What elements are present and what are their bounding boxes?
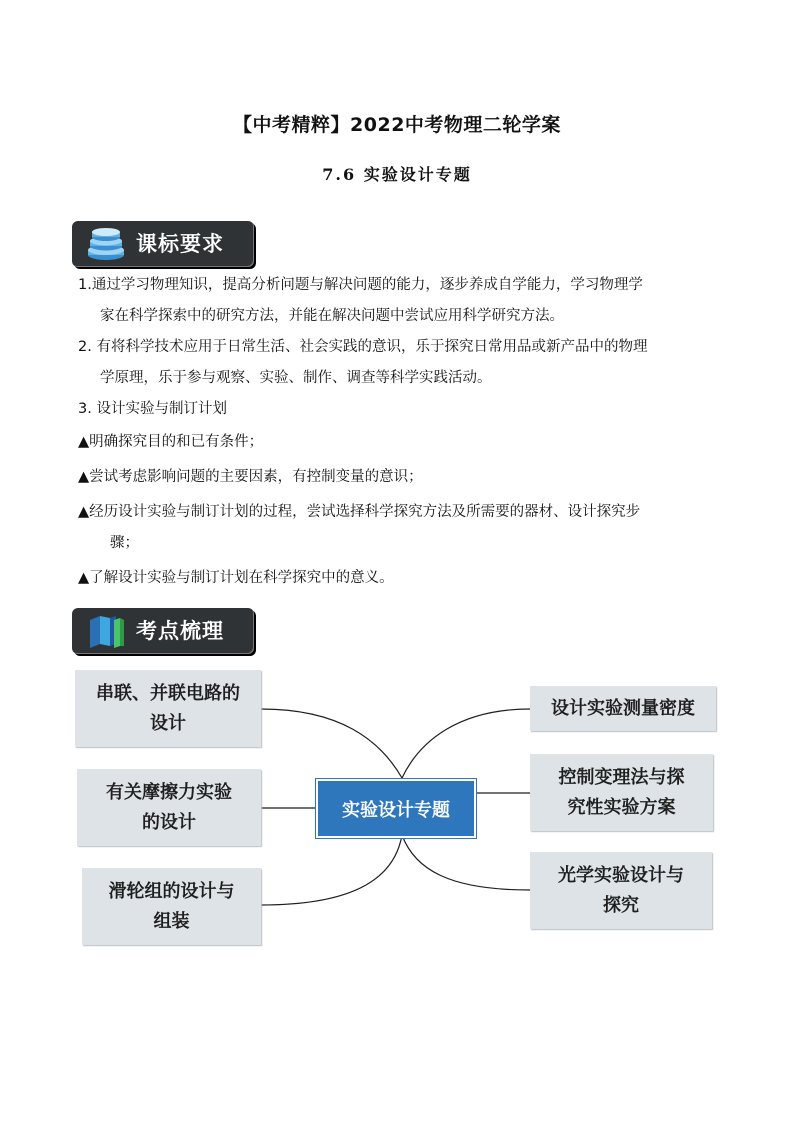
connector-line bbox=[402, 709, 530, 778]
section-label: 课标要求 bbox=[136, 232, 224, 256]
connector-line bbox=[261, 709, 402, 778]
page-title: 【中考精粹】2022中考物理二轮学案 bbox=[233, 114, 561, 136]
section-header-curriculum bbox=[72, 221, 254, 267]
requirement-item-3 bbox=[78, 394, 718, 425]
section-label: 考点梳理 bbox=[136, 619, 224, 643]
node-text: 滑轮组的设计与 bbox=[108, 880, 235, 902]
mind-node-right-2 bbox=[530, 754, 713, 831]
bullet-text: ▲经历设计实验与制订计划的过程，尝试选择科学探究方法及所需要的器材、设计探究步 bbox=[78, 504, 641, 520]
requirement-item-1 bbox=[78, 270, 718, 332]
mind-node-right-1 bbox=[530, 686, 716, 731]
requirement-text: 3. 设计实验与制订计划 bbox=[78, 401, 227, 417]
bullet-text: ▲明确探究目的和已有条件； bbox=[78, 434, 264, 450]
binders-icon bbox=[86, 614, 126, 648]
section-header-key-points bbox=[72, 608, 254, 654]
requirement-text: 1.通过学习物理知识，提高分析问题与解决问题的能力，逐步养成自学能力，学习物理学 bbox=[78, 277, 643, 293]
mind-node-left-3 bbox=[82, 868, 261, 945]
bullet-text: ▲了解设计实验与制订计划在科学探究中的意义。 bbox=[78, 570, 394, 586]
node-text: 光学实验设计与 bbox=[558, 864, 684, 886]
mind-map bbox=[0, 660, 794, 960]
page-subtitle: 7.6 实验设计专题 bbox=[322, 165, 472, 184]
connector-line bbox=[402, 835, 530, 890]
node-text: 串联、并联电路的 bbox=[96, 682, 240, 704]
mind-node-left-2 bbox=[77, 769, 261, 846]
node-text: 设计 bbox=[150, 712, 186, 734]
node-text: 控制变理法与探 bbox=[558, 766, 685, 788]
node-text: 设计实验测量密度 bbox=[551, 697, 695, 719]
mind-center-node: 实验设计专题 bbox=[316, 779, 476, 838]
node-text: 的设计 bbox=[142, 811, 196, 833]
bullet-text: ▲尝试考虑影响问题的主要因素，有控制变量的意识； bbox=[78, 469, 423, 485]
requirement-text: 家在科学探索中的研究方法，并能在解决问题中尝试应用科学研究方法。 bbox=[100, 308, 564, 324]
mind-node-right-3 bbox=[530, 852, 712, 929]
requirement-text: 学原理，乐于参与观察、实验、制作、调查等科学实践活动。 bbox=[100, 370, 492, 386]
bullet-item bbox=[78, 427, 718, 458]
mind-node-left-1 bbox=[75, 670, 261, 747]
requirement-item-2 bbox=[78, 332, 718, 394]
requirement-text: 2. 有将科学技术应用于日常生活、社会实践的意识，乐于探究日常用品或新产品中的物理 bbox=[78, 339, 648, 355]
bullet-item bbox=[78, 563, 718, 594]
books-icon bbox=[86, 227, 126, 261]
node-text: 有关摩擦力实验 bbox=[106, 781, 232, 803]
connector-line bbox=[261, 835, 402, 905]
node-text: 探究 bbox=[603, 894, 639, 916]
bullet-item bbox=[78, 462, 718, 493]
bullet-text: 骤； bbox=[110, 535, 139, 551]
node-text: 组装 bbox=[153, 910, 190, 932]
node-text: 究性实验方案 bbox=[567, 796, 676, 818]
bullet-item bbox=[78, 497, 718, 559]
